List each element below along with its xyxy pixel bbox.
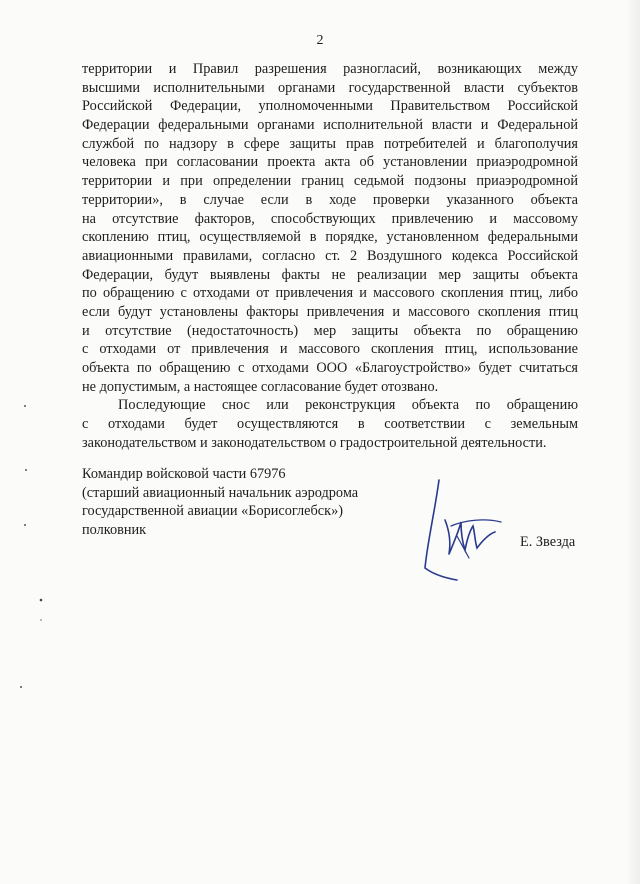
text-line: территории», в случае если в ходе проверки указанного объекта (82, 191, 578, 208)
text-line: Федерации федеральными органами исполнительной власти и Федеральной (82, 117, 578, 134)
text-line: Российской Федерации, уполномоченными Правительством Российской (82, 98, 578, 115)
text-line: объекта по обращению с отходами ООО «Благоустройство» будет считаться (82, 360, 578, 376)
text-line: Федерации, будут выявлены факты не реализации мер защиты объекта (82, 266, 578, 283)
text-line: скоплению птиц, осуществляемой в порядке, установленном федеральными (82, 229, 578, 246)
text-line: на отсутствие факторов, способствующих привлечению и массовому (82, 210, 578, 227)
text-line: и отсутствие (недостаточность) мер защиты объекта по обращению (82, 322, 578, 339)
text-line: высшими исполнительными органами государственной власти субъектов (82, 79, 578, 96)
scan-edge-shade (626, 0, 640, 884)
body-text (82, 60, 578, 452)
text-line: по обращению с отходами от привлечения и массового скопления птиц, либо (82, 285, 578, 302)
text-line: с отходами будет осуществляются в соответствии с земельным (82, 416, 578, 433)
text-line: законодательством и законодательством о градостроительной деятельности. (82, 434, 547, 451)
handwritten-signature (405, 470, 525, 590)
text-line: человека при согласовании проекта акта об установлении приаэродромной (82, 154, 578, 171)
text-line: службой по надзору в сфере защиты прав потребителей и благополучия (82, 135, 578, 152)
page-number: 2 (316, 33, 324, 48)
paragraph-first-line: Последующие снос или реконструкция объекта по обращению (118, 397, 578, 414)
signer-role: (старший авиационный начальник аэродрома (82, 484, 359, 501)
signer-rank: полковник (82, 522, 147, 539)
text-line: если будут установлены факторы привлечения и массового скопления птиц (82, 303, 578, 320)
text-line: территории и при определении границ седьмой подзоны приаэродромной (82, 173, 578, 190)
signer-position: Командир войсковой части 67976 (82, 466, 286, 482)
text-line: не допустимым, а настоящее согласование будет отозвано. (82, 378, 439, 395)
text-line: территории и Правил разрешения разногласий, возникающих между (82, 61, 578, 77)
signer-airfield: государственной авиации «Борисоглебск») (82, 503, 343, 520)
text-line: с отходами от привлечения и массового скопления птиц, использование (82, 341, 578, 358)
signature-block (82, 465, 412, 540)
text-line: авиационными правилами, согласно ст. 2 Воздушного кодекса Российской (82, 247, 578, 264)
signer-name: Е. Звезда (520, 534, 576, 550)
